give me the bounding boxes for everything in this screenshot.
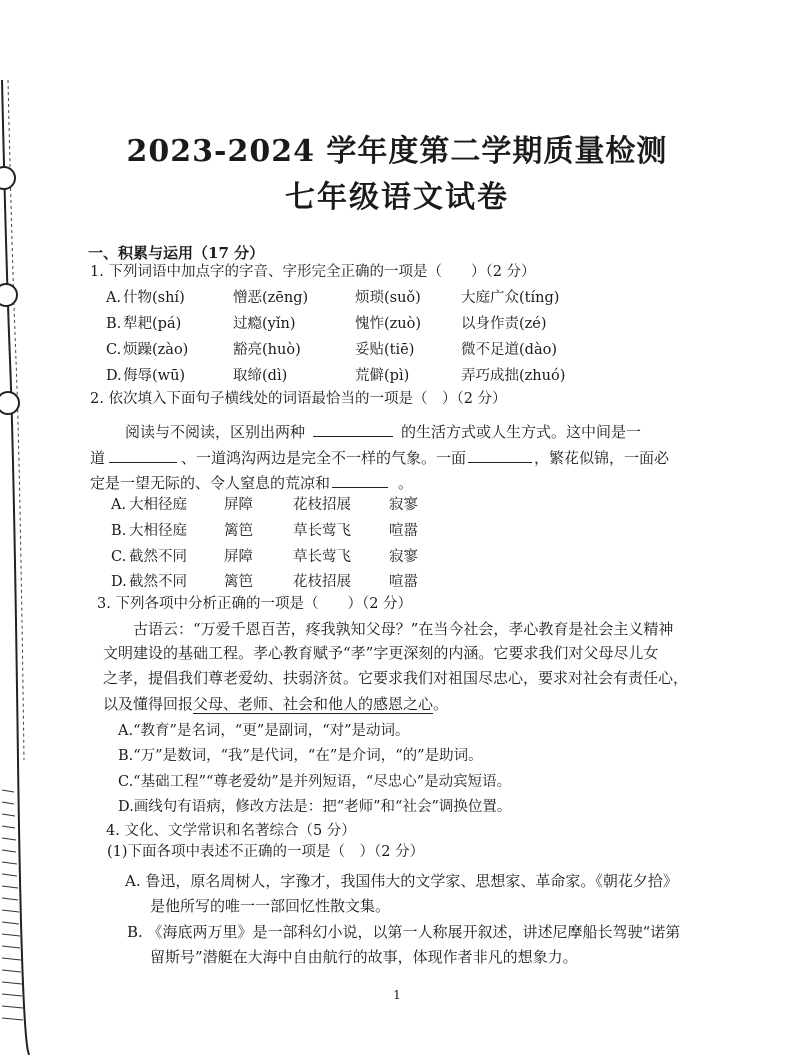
option-word: 喧嚣 (389, 574, 418, 590)
option-word: 弄巧成拙(zhuó) (461, 368, 566, 384)
option-label: A. (106, 290, 122, 306)
q4-stem: 4. 文化、文学常识和名著综合（5 分） (106, 823, 356, 839)
fill-blank (332, 471, 388, 488)
option-word: 寂寥 (389, 549, 418, 565)
option-word: 截然不同 (129, 574, 187, 590)
exam-subtitle: 七年级语文试卷 (285, 180, 509, 215)
q3-passage-line: 文明建设的基础工程。孝心教育赋予“孝”字更深刻的内涵。它要求我们对父母尽儿女 (103, 644, 659, 662)
option-word: 什物(shí) (123, 290, 185, 306)
option-word: 篱笆 (224, 523, 253, 539)
q4-option-a-line: 是他所写的唯一一部回忆性散文集。 (150, 897, 391, 915)
option-label: B. (106, 316, 122, 332)
option-word: 花枝招展 (293, 497, 351, 513)
q3-option-c: C.“基础工程”“尊老爱幼”是并列短语，“尽忠心”是动宾短语。 (118, 774, 512, 790)
fill-blank (468, 446, 532, 463)
option-word: 以身作责(zé) (461, 316, 547, 332)
option-word: 过瘾(yǐn) (233, 316, 296, 332)
option-word: 大庭广众(tíng) (461, 290, 560, 306)
option-word: 取缔(dì) (233, 368, 288, 384)
option-label: A. (111, 497, 127, 513)
option-word: 侮辱(wū) (123, 368, 186, 384)
q3-option-b: B.“万”是数词，“我”是代词，“在”是介词，“的”是助词。 (118, 748, 483, 764)
q2-passage-line: 道 、一道鸿沟两边是完全不一样的气象。一面 ，繁花似锦，一面必 (90, 446, 669, 468)
q3-option-a: A.“教育”是名词，“更”是副词，“对”是动词。 (118, 723, 410, 739)
fill-blank (109, 446, 177, 463)
q4-option-a-line: A. 鲁迅，原名周树人，字豫才，我国伟大的文学家、思想家、革命家。《朝花夕拾》 (125, 872, 678, 890)
q3-stem: 3. 下列各项中分析正确的一项是（ ）（2 分） (97, 596, 413, 612)
option-word: 愧怍(zuò) (355, 316, 422, 332)
option-label: C. (111, 549, 127, 565)
q1-stem: 1. 下列词语中加点字的字音、字形完全正确的一项是（ ）（2 分） (90, 264, 536, 280)
option-word: 豁亮(huò) (233, 342, 301, 358)
option-word: 草长莺飞 (293, 523, 351, 539)
q4-option-b-line: B. 《海底两万里》是一部科幻小说，以第一人称展开叙述，讲述尼摩船长驾驶“诺第 (127, 923, 681, 941)
page-number: 1 (393, 988, 401, 1002)
option-word: 大相径庭 (129, 497, 187, 513)
option-word: 大相径庭 (129, 523, 187, 539)
option-word: 微不足道(dào) (461, 342, 557, 358)
exam-title: 2023-2024 学年度第二学期质量检测 (126, 134, 668, 169)
option-word: 荒僻(pì) (355, 368, 410, 384)
option-label: B. (111, 523, 127, 539)
q4-subquestion: (1)下面各项中表述不正确的一项是（ ）（2 分） (107, 844, 425, 860)
option-word: 烦躁(zào) (123, 342, 189, 358)
section-heading: 一、积累与运用（17 分） (88, 244, 265, 262)
option-label: D. (106, 368, 122, 384)
q3-passage-line: 之孝，提倡我们尊老爱幼、扶弱济贫。它要求我们对祖国尽忠心，要求对社会有责任心， (103, 669, 689, 687)
q4-option-b-line: 留斯号”潜艇在大海中自由航行的故事，体现作者非凡的想象力。 (150, 948, 578, 966)
q2-passage-line: 定是一望无际的、令人窒息的荒凉和 。 (90, 471, 413, 493)
option-word: 草长莺飞 (293, 549, 351, 565)
fill-blank (313, 420, 393, 437)
q2-passage-line: 阅读与不阅读，区别出两种 的生活方式或人生方式。这中间是一 (125, 420, 641, 442)
option-word: 妥贴(tiē) (355, 342, 415, 358)
option-word: 屏障 (224, 549, 253, 565)
option-word: 寂寥 (389, 497, 418, 513)
option-word: 花枝招展 (293, 574, 351, 590)
option-word: 喧嚣 (389, 523, 418, 539)
option-word: 烦琐(suǒ) (355, 290, 421, 306)
option-word: 犁耙(pá) (123, 316, 182, 332)
q3-option-d: D.画线句有语病，修改方法是：把“老师”和“社会”调换位置。 (118, 799, 512, 815)
q3-passage-line: 以及懂得回报父母、老师、社会和他人的感恩之心。 (103, 695, 449, 713)
option-label: D. (111, 574, 127, 590)
q3-passage-line: 古语云：“万爱千恩百苦，疼我孰知父母？”在当今社会，孝心教育是社会主义精神 (133, 620, 674, 638)
option-word: 截然不同 (129, 549, 187, 565)
option-word: 憎恶(zēng) (233, 290, 309, 306)
underlined-sentence: 父母、老师、社会和他人的感恩之心 (193, 695, 434, 713)
option-label: C. (106, 342, 122, 358)
option-word: 篱笆 (224, 574, 253, 590)
q2-stem: 2. 依次填入下面句子横线处的词语最恰当的一项是（ ）（2 分） (90, 391, 507, 407)
option-word: 屏障 (224, 497, 253, 513)
